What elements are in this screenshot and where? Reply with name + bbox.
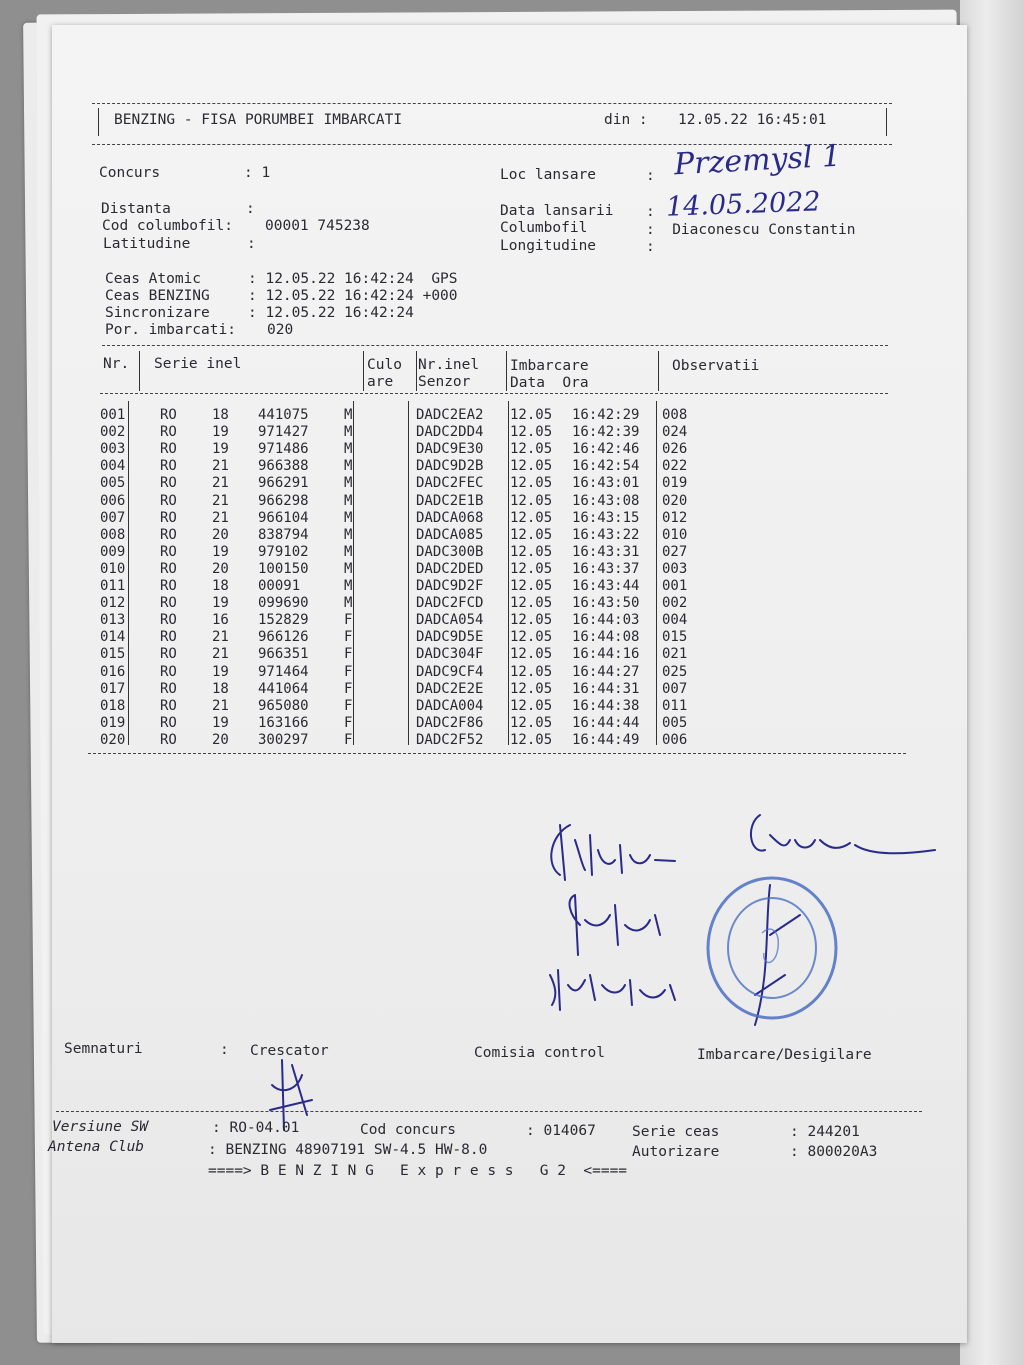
cell-year: 21 [212,646,229,663]
cell-observation: 001 [662,578,688,594]
cell-year: 16 [212,612,229,629]
cell-date: 12.05 [510,441,553,458]
cell-ring-number: 163166 [258,714,309,731]
antena-club-label: Antena Club [48,1139,145,1155]
longitudine-sep: : [646,239,655,255]
cell-date: 12.05 [510,560,553,577]
cell-date: 12.05 [510,543,553,560]
cell-observation: 010 [662,526,688,543]
cell-row-number: 013 [100,612,126,629]
cell-year: 19 [212,543,229,560]
cod-concurs-value: : 014067 [526,1123,596,1139]
cell-date: 12.05 [510,509,553,526]
cell-date: 12.05 [510,458,553,475]
cell-time: 16:43:22 [572,526,640,543]
cell-sensor-id: DADC2FCD [416,595,484,612]
cell-year: 18 [212,407,229,423]
cell-sensor-id: DADC2F52 [416,731,484,748]
cell-ring-number: 300297 [258,731,309,748]
cell-year: 19 [212,663,229,680]
cell-sex: F [344,731,353,748]
cell-ring-number: 966104 [258,509,309,526]
cell-sex: M [344,595,353,612]
distanta-sep: : [246,201,255,217]
club-stamp [702,873,842,1023]
cell-sensor-id: DADC9E30 [416,441,484,458]
cell-sensor-id: DADC2EA2 [416,407,484,423]
serie-ceas-label: Serie ceas [632,1124,720,1140]
cell-sex: M [344,441,353,458]
cell-sensor-id: DADCA085 [416,526,484,543]
col-header-imbarcare-2: Data Ora [510,375,589,391]
cell-year: 21 [212,492,229,509]
cell-date: 12.05 [510,680,553,697]
loc-lansare-sep: : [646,168,655,184]
cell-time: 16:44:08 [572,629,640,646]
cod-concurs-label: Cod concurs [360,1122,457,1138]
sincronizare-label: Sincronizare [105,305,210,321]
loc-lansare-handwritten: Przemysl 1 [673,138,842,183]
cell-ring-number: 099690 [258,595,309,612]
cell-sensor-id: DADC9D2F [416,578,484,594]
cell-time: 16:43:37 [572,560,640,577]
cell-year: 21 [212,629,229,646]
cell-country: RO [160,560,177,577]
col-divider-nr [128,401,129,745]
versiune-sw-label: Versiune SW [52,1119,149,1135]
cell-row-number: 015 [100,646,126,663]
header-right-bar [886,108,887,136]
cell-ring-number: 979102 [258,543,309,560]
cell-country: RO [160,697,177,714]
cell-observation: 020 [662,492,688,509]
cell-observation: 011 [662,697,688,714]
cod-columbofil-value: 00001 745238 [265,218,370,234]
cell-sensor-id: DADC9D2B [416,458,484,475]
columbofil-label: Columbofil [500,220,588,236]
cell-country: RO [160,629,177,646]
print-date-value: 12.05.22 16:45:01 [678,112,827,128]
cell-time: 16:44:31 [572,680,640,697]
cell-row-number: 017 [100,680,126,697]
cell-observation: 007 [662,680,688,697]
cell-observation: 003 [662,560,688,577]
cell-year: 19 [212,714,229,731]
cell-date: 12.05 [510,424,553,441]
cell-observation: 026 [662,441,688,458]
document-title: BENZING - FISA PORUMBEI IMBARCATI [114,112,403,128]
cell-sensor-id: DADC2E2E [416,680,484,697]
cell-sex: M [344,509,353,526]
cell-country: RO [160,612,177,629]
cell-time: 16:43:08 [572,492,640,509]
cell-observation: 021 [662,646,688,663]
cell-row-number: 011 [100,578,126,594]
porumbei-imbarcati-value: 020 [267,322,294,338]
autorizare-label: Autorizare [632,1144,720,1160]
col-divider-imbarcare-header [658,351,659,391]
col-header-culoare-1: Culo [367,357,402,373]
cell-ring-number: 100150 [258,560,309,577]
cell-country: RO [160,458,177,475]
col-header-nr-inel-1: Nr.inel [418,357,480,373]
cell-row-number: 003 [100,441,126,458]
cell-year: 21 [212,697,229,714]
cell-ring-number: 966126 [258,629,309,646]
cell-date: 12.05 [510,629,553,646]
cell-observation: 027 [662,543,688,560]
cell-row-number: 009 [100,543,126,560]
versiune-sw-value: : RO-04.01 [212,1120,300,1136]
col-divider-serie [353,401,354,745]
cell-date: 12.05 [510,492,553,509]
ceas-atomic-value: : 12.05.22 16:42:24 GPS [248,271,458,287]
cell-date: 12.05 [510,697,553,714]
cell-time: 16:43:44 [572,578,640,594]
cell-sensor-id: DADC2F86 [416,714,484,731]
col-divider-nr-header [139,351,140,391]
cell-sensor-id: DADCA068 [416,509,484,526]
cell-country: RO [160,475,177,492]
cell-sensor-id: DADCA004 [416,697,484,714]
cell-time: 16:44:38 [572,697,640,714]
cell-country: RO [160,407,177,423]
cell-country: RO [160,646,177,663]
cell-date: 12.05 [510,475,553,492]
cell-time: 16:42:39 [572,424,640,441]
cell-row-number: 004 [100,458,126,475]
cell-sensor-id: DADC9D5E [416,629,484,646]
cell-row-number: 018 [100,697,126,714]
col-header-imbarcare-1: Imbarcare [510,358,589,374]
col-header-observatii: Observatii [672,358,760,374]
cell-date: 12.05 [510,612,553,629]
cell-ring-number: 971464 [258,663,309,680]
autorizare-value: : 800020A3 [790,1144,878,1160]
cell-ring-number: 838794 [258,526,309,543]
cell-year: 20 [212,560,229,577]
cell-time: 16:42:54 [572,458,640,475]
ceas-benzing-value: : 12.05.22 16:42:24 +000 [248,288,458,304]
cell-row-number: 002 [100,424,126,441]
serie-ceas-value: : 244201 [790,1124,860,1140]
cell-sex: F [344,612,353,629]
cell-country: RO [160,595,177,612]
cell-observation: 025 [662,663,688,680]
cell-observation: 012 [662,509,688,526]
cell-row-number: 019 [100,714,126,731]
col-divider-culo-header [416,351,417,391]
cell-ring-number: 441064 [258,680,309,697]
cell-year: 20 [212,526,229,543]
cell-row-number: 005 [100,475,126,492]
loc-lansare-label: Loc lansare [500,167,597,183]
print-date-label: din : [604,112,648,128]
comisia-control-label: Comisia control [474,1045,605,1061]
cell-year: 18 [212,578,229,594]
cell-ring-number: 971486 [258,441,309,458]
header-left-bar [98,108,99,136]
crescator-label: Crescator [250,1043,329,1059]
cell-year: 21 [212,509,229,526]
cell-time: 16:44:49 [572,731,640,748]
cell-year: 21 [212,458,229,475]
cell-sensor-id: DADC2E1B [416,492,484,509]
cell-sex: M [344,424,353,441]
ceas-atomic-label: Ceas Atomic [105,271,202,287]
latitudine-sep: : [247,236,256,252]
table-bottom-rule [88,753,906,754]
cell-ring-number: 966388 [258,458,309,475]
cell-sex: M [344,543,353,560]
cell-observation: 002 [662,595,688,612]
cell-observation: 005 [662,714,688,731]
cell-country: RO [160,578,177,594]
cell-date: 12.05 [510,407,553,423]
cell-date: 12.05 [510,731,553,748]
col-divider-serie-header [363,351,364,391]
data-lansarii-label: Data lansarii [500,203,614,219]
cell-sex: F [344,629,353,646]
porumbei-imbarcati-label: Por. imbarcati: [105,322,236,338]
table-top-rule [102,345,888,346]
cell-row-number: 007 [100,509,126,526]
cell-row-number: 001 [100,407,126,423]
cell-sex: M [344,458,353,475]
cell-country: RO [160,714,177,731]
cell-sensor-id: DADC300B [416,543,484,560]
cell-sensor-id: DADC2DED [416,560,484,577]
header-box [92,103,892,145]
cell-year: 19 [212,441,229,458]
cell-country: RO [160,492,177,509]
cell-sex: M [344,560,353,577]
cell-observation: 004 [662,612,688,629]
footer-rule [56,1111,922,1112]
cell-date: 12.05 [510,595,553,612]
cell-country: RO [160,663,177,680]
data-lansarii-sep: : [646,204,655,220]
cell-ring-number: 965080 [258,697,309,714]
cell-country: RO [160,509,177,526]
cell-date: 12.05 [510,646,553,663]
cod-columbofil-label: Cod columbofil: [102,218,233,234]
cell-time: 16:43:01 [572,475,640,492]
adjacent-paper-stack [960,0,1024,1365]
cell-observation: 008 [662,407,688,423]
cell-sex: F [344,663,353,680]
cell-time: 16:42:29 [572,407,640,423]
semnaturi-label: Semnaturi [64,1041,143,1057]
cell-sensor-id: DADC2FEC [416,475,484,492]
col-header-serie-inel: Serie inel [154,356,242,372]
concurs-label: Concurs [99,165,161,181]
longitudine-label: Longitudine [500,238,597,254]
cell-sex: F [344,714,353,731]
table-header-rule [100,393,888,394]
cell-observation: 006 [662,731,688,748]
latitudine-label: Latitudine [103,236,191,252]
cell-sex: F [344,697,353,714]
cell-country: RO [160,526,177,543]
cell-observation: 015 [662,629,688,646]
col-divider-culo [408,401,409,745]
col-divider-senzor-header [506,351,507,391]
cell-ring-number: 441075 [258,407,309,423]
cell-row-number: 010 [100,560,126,577]
cell-sex: M [344,578,353,594]
cell-country: RO [160,424,177,441]
data-lansarii-handwritten: 14.05.2022 [665,186,822,223]
cell-sex: M [344,526,353,543]
cell-country: RO [160,441,177,458]
cell-sex: F [344,680,353,697]
sincronizare-value: : 12.05.22 16:42:24 [248,305,414,321]
cell-sensor-id: DADC9CF4 [416,663,484,680]
cell-observation: 024 [662,424,688,441]
cell-observation: 022 [662,458,688,475]
semnaturi-sep: : [220,1042,229,1058]
cell-time: 16:43:15 [572,509,640,526]
cell-sex: M [344,407,353,423]
cell-year: 21 [212,475,229,492]
document-page [48,25,967,1343]
col-header-nr-inel-2: Senzor [418,374,471,390]
cell-time: 16:44:44 [572,714,640,731]
cell-row-number: 016 [100,663,126,680]
cell-ring-number: 152829 [258,612,309,629]
cell-time: 16:43:31 [572,543,640,560]
cell-sex: M [344,492,353,509]
cell-date: 12.05 [510,663,553,680]
cell-sensor-id: DADC304F [416,646,484,663]
concurs-value: : 1 [244,165,271,181]
cell-country: RO [160,680,177,697]
col-header-culoare-2: are [367,374,394,390]
cell-sensor-id: DADCA054 [416,612,484,629]
imbarcare-desigilare-label: Imbarcare/Desigilare [697,1047,872,1063]
col-header-nr: Nr. [103,356,130,372]
cell-row-number: 006 [100,492,126,509]
cell-year: 19 [212,595,229,612]
cell-row-number: 020 [100,731,126,748]
cell-sensor-id: DADC2DD4 [416,424,484,441]
cell-date: 12.05 [510,714,553,731]
cell-observation: 019 [662,475,688,492]
cell-ring-number: 966351 [258,646,309,663]
distanta-label: Distanta [101,201,171,217]
col-divider-senzor [508,401,509,745]
cell-country: RO [160,731,177,748]
cell-sex: F [344,646,353,663]
cell-date: 12.05 [510,578,553,594]
cell-date: 12.05 [510,526,553,543]
cell-time: 16:43:50 [572,595,640,612]
cell-time: 16:42:46 [572,441,640,458]
antena-club-value: : BENZING 48907191 SW-4.5 HW-8.0 [208,1142,488,1158]
cell-ring-number: 971427 [258,424,309,441]
cell-time: 16:44:03 [572,612,640,629]
cell-row-number: 008 [100,526,126,543]
cell-ring-number: 966291 [258,475,309,492]
col-divider-imbarcare [656,401,657,745]
cell-time: 16:44:16 [572,646,640,663]
cell-time: 16:44:27 [572,663,640,680]
cell-sex: M [344,475,353,492]
cell-year: 18 [212,680,229,697]
cell-year: 19 [212,424,229,441]
cell-row-number: 014 [100,629,126,646]
cell-year: 20 [212,731,229,748]
cell-ring-number: 00091 [258,578,301,594]
benzing-express-banner: ====> B E N Z I N G E x p r e s s G 2 <==== [208,1163,628,1179]
ceas-benzing-label: Ceas BENZING [105,288,210,304]
cell-ring-number: 966298 [258,492,309,509]
columbofil-value: : Diaconescu Constantin [646,222,856,238]
cell-row-number: 012 [100,595,126,612]
cell-country: RO [160,543,177,560]
